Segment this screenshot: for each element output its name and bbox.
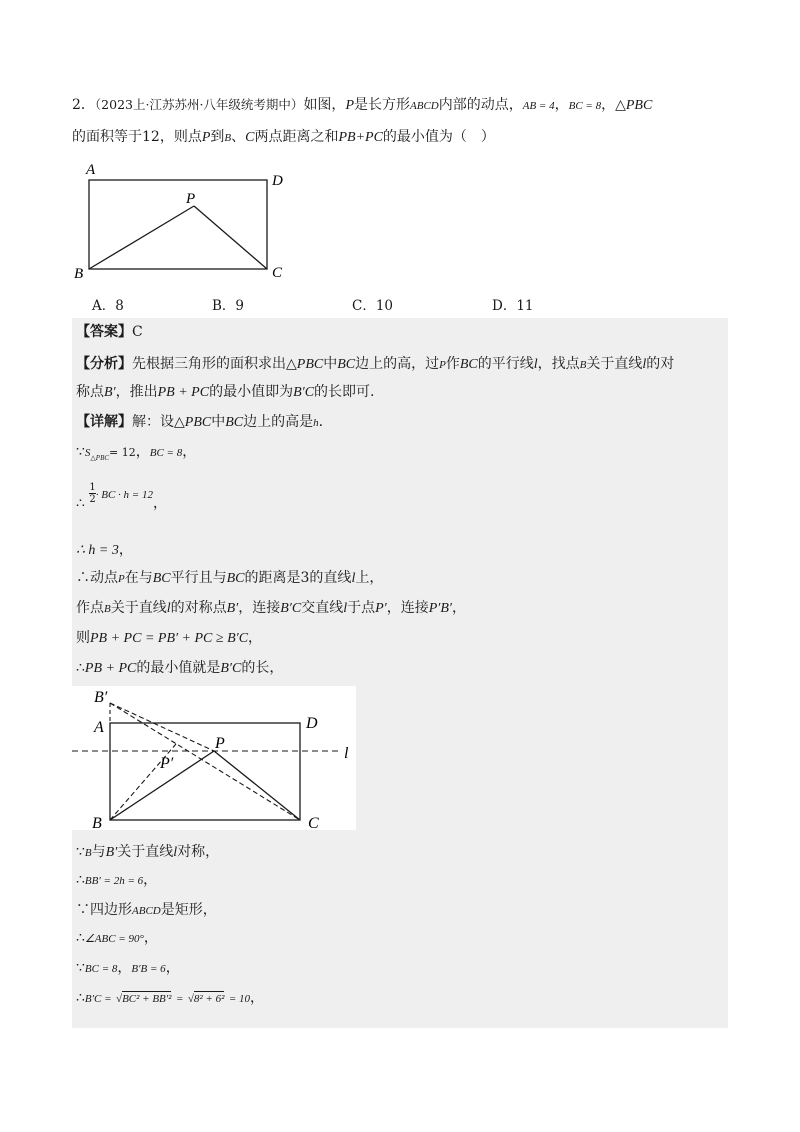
analysis-text: 中 <box>323 356 338 372</box>
answer-value: C <box>132 324 143 340</box>
question-text: 两点距离之和 <box>254 129 339 145</box>
punct: ， <box>152 495 167 512</box>
math: ∵ <box>76 444 85 460</box>
figure-rectangle-pbc <box>72 160 302 285</box>
answer-line <box>76 322 143 342</box>
values-line <box>76 958 180 979</box>
minimum-line <box>76 658 283 679</box>
math: · BC · h = 12 <box>95 488 153 501</box>
analysis-text: 的最小值即为 <box>209 384 294 400</box>
question-line-1 <box>72 95 652 116</box>
math: BC = 8 <box>84 963 118 975</box>
label-bprime: B′ <box>94 689 108 706</box>
math: = 12 <box>109 446 136 459</box>
var-p: P <box>201 130 211 145</box>
rectangle-abcd <box>110 723 300 820</box>
detail-text: 的长， <box>241 660 284 676</box>
fraction-denominator: 2 <box>89 494 96 505</box>
question-text: 是长方形 <box>354 97 410 113</box>
detail-text: ，连接 <box>386 600 429 616</box>
angle-line <box>76 928 158 949</box>
analysis-text: 称点 <box>76 384 104 400</box>
segment-bprime-c <box>110 703 300 820</box>
final-line <box>76 988 264 1009</box>
math: S <box>84 447 91 459</box>
label-pprime: P′ <box>160 755 174 772</box>
math: P′B′ <box>428 601 452 616</box>
h-line <box>76 540 133 561</box>
math: l <box>351 571 356 586</box>
math: PB + PC <box>157 385 210 400</box>
analysis-text: 的平行线 <box>477 356 534 372</box>
math: B <box>84 847 92 859</box>
triangle-pbc: △PBC <box>615 98 653 113</box>
analysis-line-1 <box>76 354 674 375</box>
solution-panel <box>72 318 728 1028</box>
math: ∴ <box>76 930 85 946</box>
math: B′B = 6 <box>131 963 166 975</box>
question-text: 的面积等于12，则点 <box>72 129 202 145</box>
math: ∴ <box>76 990 85 1006</box>
question-line-2 <box>72 127 495 148</box>
detail-text: 上， <box>355 570 384 586</box>
math: P <box>439 359 446 371</box>
math: △PBC <box>174 415 212 430</box>
punct: ， <box>248 630 263 646</box>
math: P <box>118 573 125 585</box>
moving-point-line <box>76 568 383 589</box>
math: ∴ <box>76 495 85 512</box>
detail-line-1 <box>76 412 323 433</box>
detail-text: 于点 <box>347 600 376 616</box>
math: l <box>533 357 538 372</box>
rect-name: ABCD <box>410 100 439 112</box>
punct: ， <box>554 97 569 113</box>
punct: ， <box>451 600 466 616</box>
label-d: D <box>306 715 318 732</box>
answer-tag: 【答案】 <box>76 324 132 340</box>
sqrt-2: √8² + 6² <box>187 993 225 1005</box>
math: h <box>313 417 319 429</box>
punct: ， <box>117 960 132 976</box>
segment-pc <box>214 751 300 820</box>
analysis-text: 关于直线 <box>586 356 643 372</box>
label-c: C <box>308 815 319 830</box>
detail-text: 是矩形， <box>160 902 217 918</box>
detail-text: ∴动点 <box>76 570 118 586</box>
math: ∵ <box>76 960 85 976</box>
radicand-1: BC² + BB′² <box>122 993 172 1005</box>
analysis-text: 先根据三角形的面积求出 <box>132 356 286 372</box>
option-c: C．10 <box>352 298 394 314</box>
punct: ， <box>182 444 197 460</box>
rectangle-abcd <box>89 180 267 269</box>
punct: ， <box>143 872 158 888</box>
symmetry-line <box>76 842 219 863</box>
math: B′ <box>226 601 239 616</box>
math: BB′ = 2h = 6 <box>84 875 144 887</box>
math: PB + PC <box>84 661 137 676</box>
math: B′C <box>293 385 315 400</box>
segment-pc <box>194 206 267 269</box>
var-p: P <box>345 98 354 113</box>
detail-text: 在与 <box>124 570 153 586</box>
fraction-half <box>89 482 95 505</box>
analysis-text: 的长即可. <box>314 384 375 400</box>
radicand-2: 8² + 6² <box>193 993 225 1005</box>
math: P′ <box>375 601 387 616</box>
question-source: （2023上·江苏苏州·八年级统考期中） <box>94 97 304 112</box>
math: l <box>343 601 348 616</box>
option-d: D．11 <box>492 298 534 314</box>
punct: 、 <box>231 129 246 145</box>
math: B <box>579 359 587 371</box>
label-b: B <box>74 266 84 282</box>
detail-text: 平行且与 <box>170 570 227 586</box>
bc-equation: BC = 8 <box>568 100 602 112</box>
option-b: B．9 <box>212 298 245 314</box>
math: BC = 8 <box>149 447 183 459</box>
punct: ， <box>143 930 158 946</box>
label-c: C <box>272 265 283 281</box>
label-p: P <box>186 191 196 207</box>
math: BC <box>152 571 171 586</box>
punct: ， <box>135 444 150 460</box>
figure-reflection <box>72 686 356 830</box>
math: B′ <box>104 385 116 400</box>
bb-line <box>76 870 157 891</box>
detail-text: . <box>318 414 324 430</box>
var-c: C <box>245 130 255 145</box>
punct: ， <box>250 990 265 1006</box>
label-b: B <box>92 815 102 830</box>
analysis-text: 作 <box>445 356 460 372</box>
analysis-text: 的对 <box>646 356 675 372</box>
math: BC <box>226 571 245 586</box>
question-number: 2． <box>72 97 95 113</box>
detail-text: 的距离是3的直线 <box>244 570 352 586</box>
math: △PBC <box>286 357 324 372</box>
math: B <box>104 603 111 615</box>
math: PB + PC = PB′ + PC ≥ B′C <box>90 631 249 646</box>
analysis-text: ，找点 <box>537 356 580 372</box>
label-l: l <box>344 745 349 762</box>
segment-pb <box>89 206 194 269</box>
detail-text: 边上的高是 <box>243 414 314 430</box>
math: = 10 <box>228 993 251 1005</box>
label-a: A <box>94 719 104 736</box>
rectangle-line <box>76 900 217 921</box>
analysis-text: 边上的高，过 <box>355 356 440 372</box>
math: B′C <box>220 661 242 676</box>
detail-text: 对称， <box>177 844 220 860</box>
punct: ， <box>118 542 133 558</box>
math: l <box>642 357 647 372</box>
math: BC <box>337 357 356 372</box>
math: ∠ABC = 90° <box>84 933 144 945</box>
detail-text: 中 <box>211 414 226 430</box>
detail-text: 关于直线 <box>117 844 174 860</box>
punct: ， <box>165 960 180 976</box>
math: = <box>175 993 184 1005</box>
math: ∴ <box>76 872 85 888</box>
math: B′C <box>280 601 302 616</box>
detail-text: 与 <box>91 844 106 860</box>
half-area-line <box>76 482 167 515</box>
segment-bprime-p <box>110 703 214 751</box>
math: ∴ <box>76 660 85 676</box>
math: B′ <box>105 845 118 860</box>
detail-text: 作点 <box>76 600 104 616</box>
sqrt-1: √BC² + BB′² <box>116 993 172 1005</box>
math: ABCD <box>132 905 161 917</box>
option-a: A．8 <box>92 298 124 314</box>
math: ∴ h = 3 <box>76 543 119 558</box>
math: ∵ <box>76 844 85 860</box>
detail-text: ，连接 <box>238 600 281 616</box>
detail-text: 则 <box>76 630 90 646</box>
detail-text: ∵四边形 <box>76 902 132 918</box>
math: BC <box>225 415 244 430</box>
math: l <box>166 601 171 616</box>
detail-text: 关于直线 <box>110 600 167 616</box>
detail-text: 解：设 <box>132 414 174 430</box>
analysis-text: ，推出 <box>115 384 158 400</box>
question-text: 内部的动点， <box>438 97 523 113</box>
label-p: P <box>215 735 225 752</box>
construction-line <box>76 598 466 619</box>
detail-text: 的对称点 <box>170 600 227 616</box>
label-a: A <box>86 162 96 178</box>
var-b: B <box>224 132 232 144</box>
math: BC <box>459 357 478 372</box>
label-d: D <box>272 173 283 189</box>
analysis-tag: 【分析】 <box>76 356 132 372</box>
area-line <box>76 442 196 468</box>
question-text: 到 <box>210 129 225 145</box>
question-text: 的最小值为（ ） <box>382 129 495 145</box>
inequality-line <box>76 628 262 649</box>
math: △PBC <box>90 453 110 462</box>
sum-expression: PB+PC <box>338 130 383 145</box>
fraction-numerator: 1 <box>89 482 96 493</box>
question-text: 如图， <box>303 97 346 113</box>
math: l <box>173 845 178 860</box>
detail-text: 交直线 <box>301 600 344 616</box>
ab-equation: AB = 4 <box>522 100 555 112</box>
math: B′C = <box>84 993 112 1005</box>
detail-text: 的最小值就是 <box>136 660 221 676</box>
punct: ， <box>601 97 616 113</box>
detail-tag: 【详解】 <box>76 414 132 430</box>
analysis-line-2 <box>76 382 374 403</box>
